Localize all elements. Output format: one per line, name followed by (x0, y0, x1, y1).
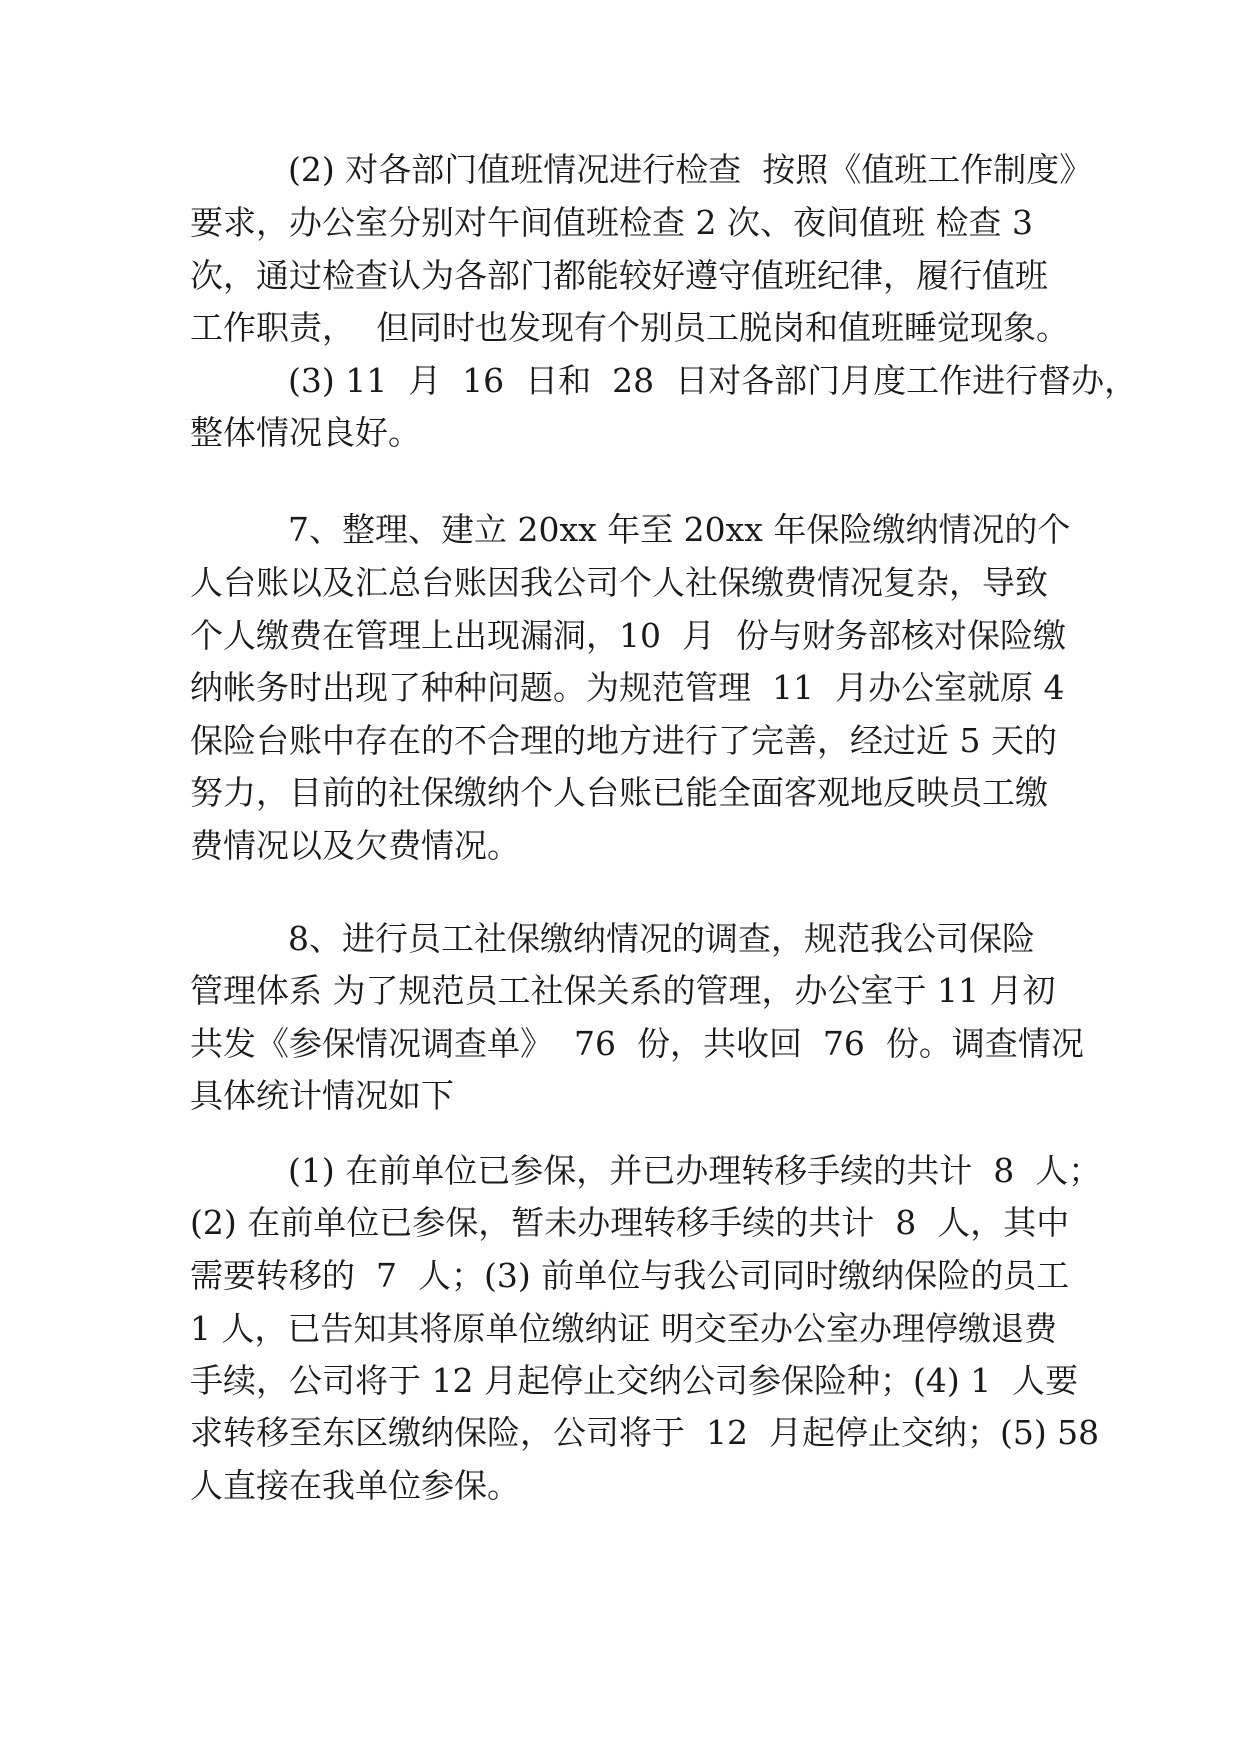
text-line: 努力，目前的社保缴纳个人台账已能全面客观地反映员工缴 (190, 773, 1048, 812)
text-line: 1 人，已告知其将原单位缴纳证 明交至办公室办理停缴退费 (190, 1309, 1057, 1348)
text-line: 手续，公司将于 12 月起停止交纳公司参保险种；(4) 1 人要 (190, 1361, 1079, 1400)
text-line: 纳帐务时出现了种种问题。为规范管理 11 月办公室就原 4 (190, 668, 1065, 707)
text-line: 求转移至东区缴纳保险，公司将于 12 月起停止交纳；(5) 58 (190, 1413, 1100, 1452)
text-line: 具体统计情况如下 (190, 1076, 454, 1115)
text-line: (1) 在前单位已参保，并已办理转移手续的共计 8 人； (288, 1151, 1102, 1190)
text-line: (2) 在前单位已参保，暂未办理转移手续的共计 8 人，其中 (190, 1203, 1070, 1242)
text-line: 个人缴费在管理上出现漏洞，10 月 份与财务部核对保险缴 (190, 616, 1066, 655)
text-line: (2) 对各部门值班情况进行检查 按照《值班工作制度》 (288, 150, 1093, 189)
text-line: 共发《参保情况调查单》 76 份，共收回 76 份。调查情况 (190, 1024, 1084, 1063)
text-line: (3) 11 月 16 日和 28 日对各部门月度工作进行督办， (288, 361, 1138, 400)
text-line: 保险台账中存在的不合理的地方进行了完善，经过近 5 天的 (190, 721, 1057, 760)
text-line: 费情况以及欠费情况。 (190, 826, 520, 865)
text-line: 要求，办公室分别对午间值班检查 2 次、夜间值班 检查 3 (190, 203, 1033, 242)
text-line: 工作职责， 但同时也发现有个别员工脱岗和值班睡觉现象。 (190, 308, 1069, 347)
text-line: 7、整理、建立 20xx 年至 20xx 年保险缴纳情况的个 (288, 510, 1071, 549)
text-line: 需要转移的 7 人；(3) 前单位与我公司同时缴纳保险的员工 (190, 1256, 1070, 1295)
text-line: 人台账以及汇总台账因我公司个人社保缴费情况复杂，导致 (190, 563, 1048, 602)
text-line: 人直接在我单位参保。 (190, 1466, 520, 1505)
text-line: 整体情况良好。 (190, 413, 421, 452)
text-line: 管理体系 为了规范员工社保关系的管理，办公室于 11 月初 (190, 971, 1056, 1010)
text-line: 次，通过检查认为各部门都能较好遵守值班纪律，履行值班 (190, 256, 1048, 295)
text-line: 8、进行员工社保缴纳情况的调查，规范我公司保险 (288, 919, 1035, 958)
